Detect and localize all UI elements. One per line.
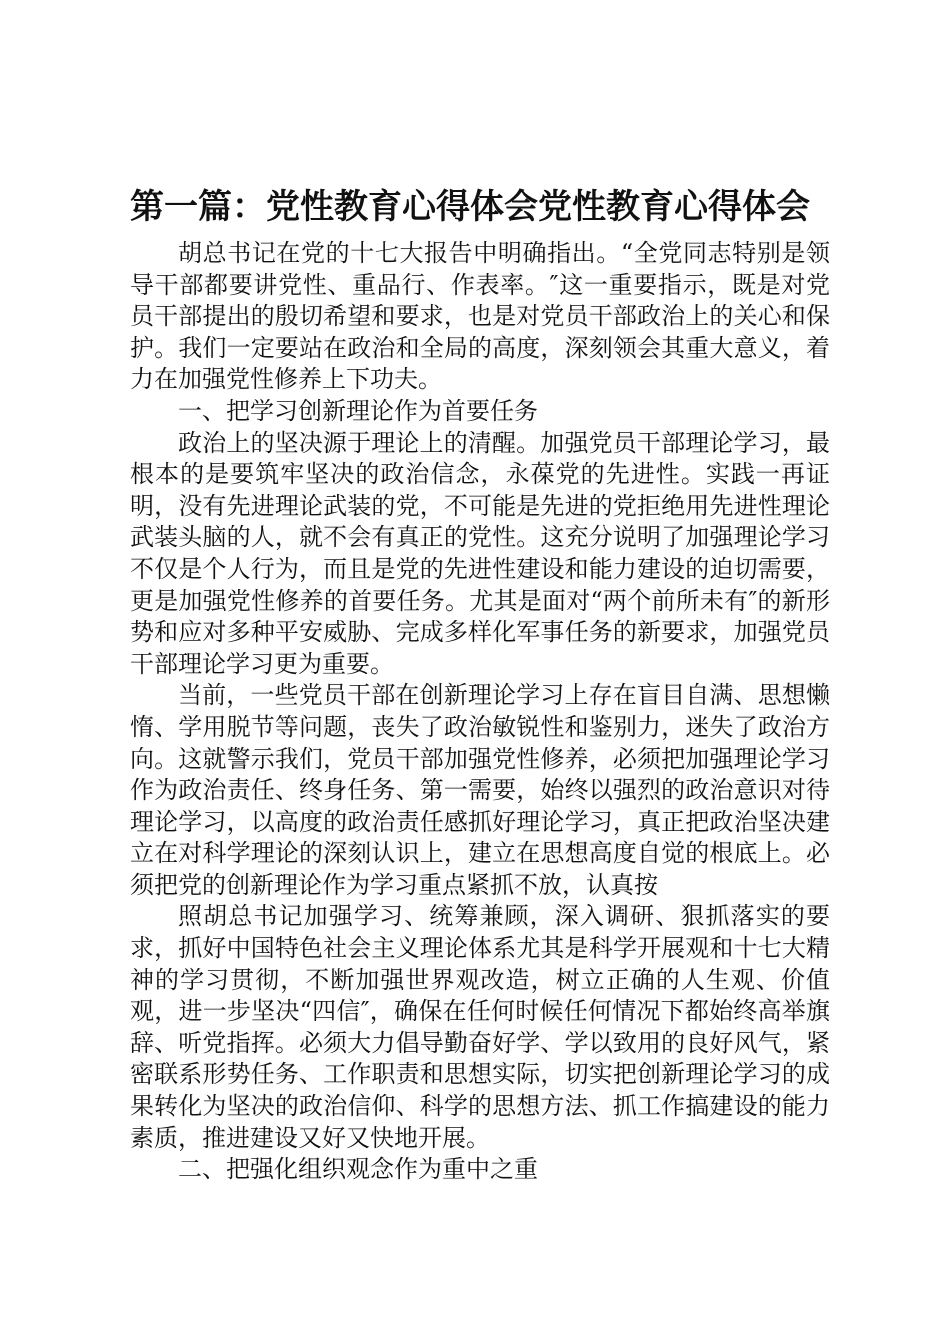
- document-page: [130, 182, 830, 1186]
- paragraph-requirements: 照胡总书记加强学习、统筹兼顾，深入调研、狠抓落实的要求，抓好中国特色社会主义理论体系尤其是科学开展观和十七大精神的学习贯彻，不断加强世界观改造，树立正确的人生观、价值观，进一步坚决“四信″，确保在任何时候任何情况下都始终高举旗辞、听党指挥。必须大力倡导勤奋好学、学以致用的良好风气，紧密联系形势任务、工作职责和思想实际，切实把创新理论学习的成果转化为坚决的政治信仰、科学的思想方法、抓工作搞建设的能力素质，推进建设又好又快地开展。: [130, 902, 830, 1152]
- paragraph-theory: 政治上的坚决源于理论上的清醒。加强党员干部理论学习，最根本的是要筑牢坚决的政治信念，永葆党的先进性。实践一再证明，没有先进理论武装的党，不可能是先进的党拒绝用先进性理论武装头脑的人，就不会有真正的党性。这充分说明了加强理论学习不仅是个人行为，而且是党的先进性建设和能力建设的迫切需要，更是加强党性修养的首要任务。尤其是面对“两个前所未有″的新形势和应对多种平安威胁、完成多样化军事任务的新要求，加强党员干部理论学习更为重要。: [130, 428, 830, 678]
- paragraph-current: 当前，一些党员干部在创新理论学习上存在盲目自满、思想懒惰、学用脱节等问题，丧失了政治敏锐性和鉴别力，迷失了政治方向。这就警示我们，党员干部加强党性修养，必须把加强理论学习作为政治责任、终身任务、第一需要，始终以强烈的政治意识对待理论学习，以高度的政治责任感抓好理论学习，真正把政治坚决建立在对科学理论的深刻认识上，建立在思想高度自觉的根底上。必须把党的创新理论作为学习重点紧抓不放，认真按: [130, 681, 830, 899]
- section-heading-1: 一、把学习创新理论作为首要任务: [178, 396, 538, 425]
- section-heading-2: 二、把强化组织观念作为重中之重: [178, 1155, 538, 1184]
- paragraph-intro: 胡总书记在党的十七大报告中明确指出。“全党同志特别是领导干部都要讲党性、重品行、作表率。″这一重要指示，既是对党员干部提出的殷切希望和要求，也是对党员干部政治上的关心和保护。我们一定要站在政治和全局的高度，深刻领会其重大意义，着力在加强党性修养上下功夫。: [130, 239, 830, 394]
- document-body: [130, 238, 830, 1186]
- document-title: 第一篇：党性教育心得体会党性教育心得体会: [130, 187, 810, 227]
